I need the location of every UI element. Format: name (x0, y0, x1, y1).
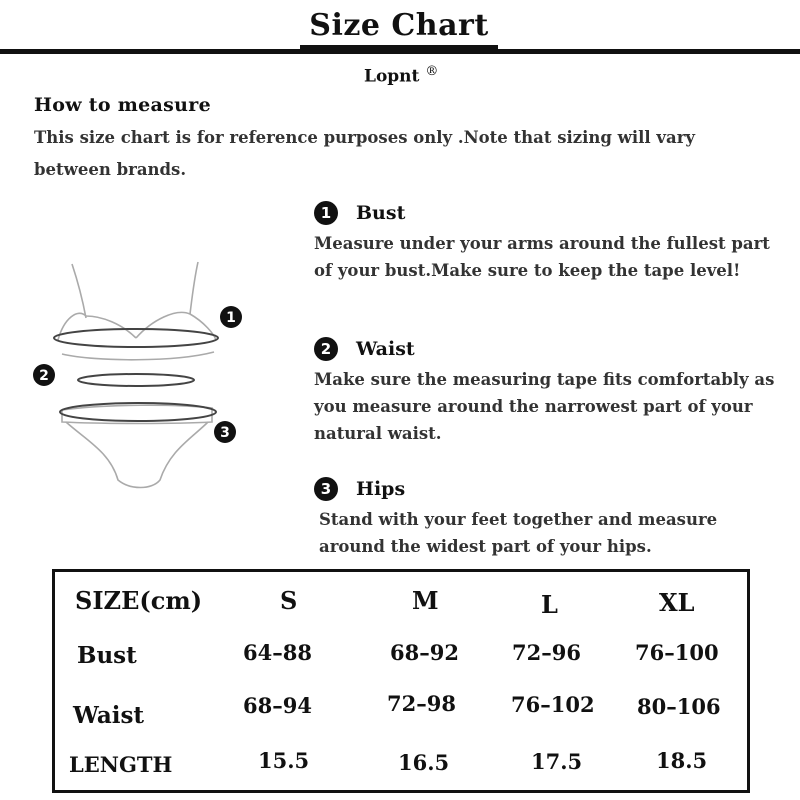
step-waist-header (314, 336, 784, 362)
table-cell-bust-l: 72–96 (512, 640, 581, 665)
number-one-icon: 1 (314, 201, 338, 225)
table-row-label-bust: Bust (77, 642, 137, 669)
table-header-l: L (541, 590, 558, 619)
step-bust-header (314, 200, 784, 226)
step-hips-header (314, 476, 784, 502)
step-bust (314, 200, 784, 284)
bra-strap-left (72, 264, 86, 318)
table-cell-length-s: 15.5 (258, 748, 310, 773)
table-header-m: M (412, 586, 439, 615)
step-hips (314, 476, 784, 560)
bra-band (62, 352, 214, 360)
step-waist-text: Make sure the measuring tape fits comfortably as you measure around the narrowest part of your natural waist. (314, 370, 775, 443)
bra-cup-left (58, 313, 136, 340)
step-hips-text: Stand with your feet together and measure around the widest part of your hips. (319, 510, 718, 556)
table-cell-length-m: 16.5 (398, 750, 450, 775)
brand-label: Lopnt (364, 66, 420, 87)
intro-text: This size chart is for reference purposes only .Note that sizing will vary between brands. (34, 128, 695, 179)
number-three-icon: 3 (314, 477, 338, 501)
table-header-s: S (280, 586, 298, 615)
marker-3 (214, 421, 236, 443)
table-cell-waist-s: 68–94 (243, 693, 312, 718)
step-bust-title: Bust (356, 202, 406, 224)
title-box (300, 4, 498, 52)
svg-text:2: 2 (39, 368, 49, 384)
marker-1 (220, 306, 242, 328)
table-cell-length-xl: 18.5 (656, 748, 708, 773)
bra-strap-right (190, 262, 198, 314)
number-two-icon: 2 (314, 337, 338, 361)
table-cell-waist-m: 72–98 (387, 691, 456, 716)
size-table (52, 569, 750, 793)
table-header-xl: XL (659, 588, 695, 617)
table-cell-waist-xl: 80–106 (637, 694, 721, 719)
page-title: Size Chart (309, 8, 489, 43)
table-cell-bust-m: 68–92 (390, 640, 459, 665)
how-to-measure-heading: How to measure (34, 94, 211, 116)
step-waist-title: Waist (356, 338, 415, 360)
table-header-size: SIZE(cm) (75, 586, 203, 615)
table-cell-waist-l: 76–102 (511, 692, 595, 717)
step-hips-title: Hips (356, 478, 406, 500)
svg-text:1: 1 (226, 310, 236, 326)
bra-cup-right (136, 312, 216, 340)
table-row-label-waist: Waist (73, 702, 145, 729)
marker-2 (33, 364, 55, 386)
table-cell-bust-xl: 76–100 (635, 640, 719, 665)
step-bust-text: Measure under your arms around the fullest part of your bust.Make sure to keep the tape level! (314, 234, 770, 280)
bikini-measure-illustration (26, 254, 250, 494)
svg-text:3: 3 (220, 425, 230, 441)
brand-name (364, 64, 438, 87)
registered-mark: ® (425, 64, 439, 79)
table-cell-bust-s: 64–88 (243, 640, 312, 665)
waist-tape (78, 374, 194, 386)
brief-body (66, 422, 208, 488)
step-waist (314, 336, 784, 447)
table-row-label-length: LENGTH (69, 752, 173, 777)
table-cell-length-l: 17.5 (531, 749, 583, 774)
